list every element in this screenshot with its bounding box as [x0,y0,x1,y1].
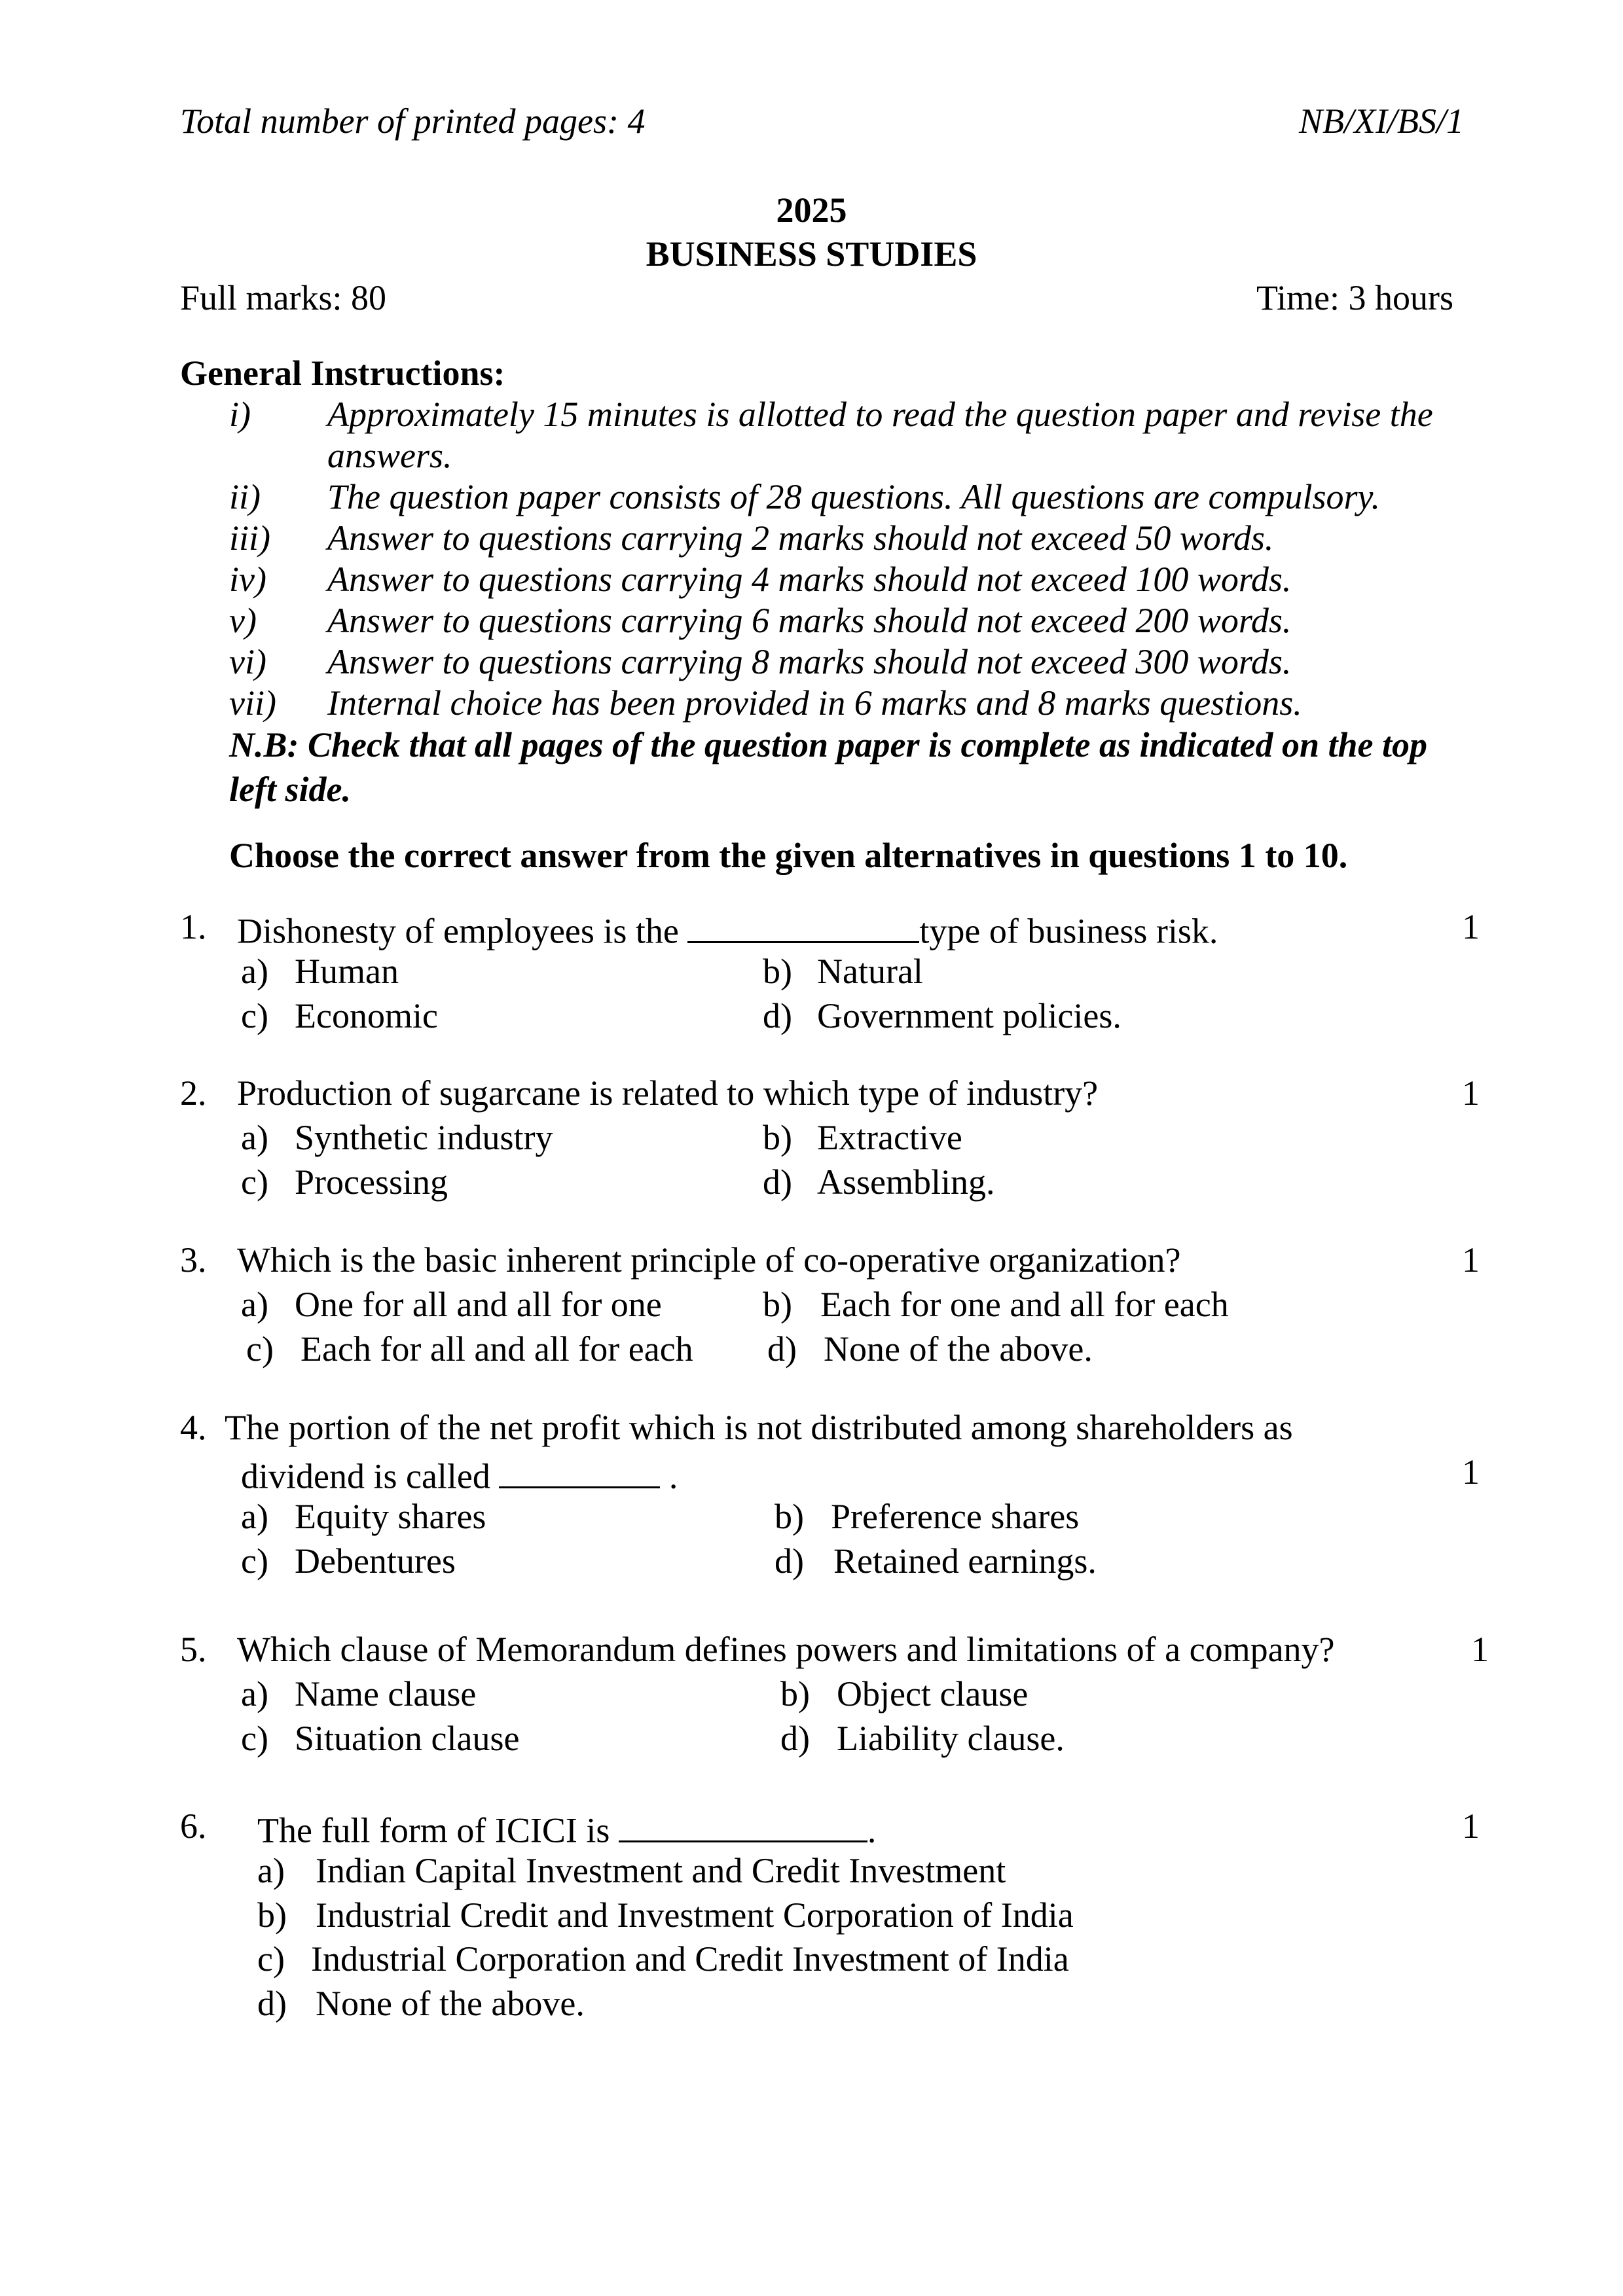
instruction-text: Answer to questions carrying 6 marks should not exceed 200 words. [327,601,1292,640]
option-text: Synthetic industry [295,1118,553,1157]
option-label: c) [246,1329,274,1369]
option-text: Object clause [837,1674,1029,1713]
option-text: Extractive [817,1118,962,1157]
section-instruction: Choose the correct answer from the given alternatives in questions 1 to 10. [229,836,1348,875]
instruction-number: v) [229,601,257,640]
option-label: d) [763,996,792,1035]
question-text: Production of sugarcane is related to which type of industry? [237,1073,1099,1113]
option-text: Human [295,952,399,991]
question-marks: 1 [1462,907,1480,946]
question-text: Which is the basic inherent principle of co-operative organization? [237,1240,1181,1280]
exam-time: Time: 3 hours [1256,278,1453,317]
instruction-number: i) [229,395,251,434]
question-marks: 1 [1462,1452,1480,1492]
option-text: Situation clause [295,1719,520,1758]
option-label: d) [780,1719,810,1758]
instructions-heading: General Instructions: [180,353,505,393]
option-text: Processing [295,1162,448,1202]
option-text: Preference shares [831,1497,1080,1536]
instruction-number: ii) [229,477,261,516]
option-text: Economic [295,996,438,1035]
option-text: None of the above. [824,1329,1093,1369]
option-label: b) [763,1118,792,1157]
question-text-continued: dividend is called . [241,1454,678,1494]
option-label: d) [257,1984,287,2023]
question-number: 6. [180,1806,207,1846]
option-label: c) [241,1541,268,1581]
question-number: 3. [180,1240,207,1280]
question-number: 2. [180,1073,207,1113]
nb-note-continued: left side. [229,770,351,809]
option-label: b) [763,952,792,991]
exam-year: 2025 [776,190,847,230]
instruction-number: vi) [229,642,266,681]
question-marks: 1 [1471,1630,1489,1669]
subject-title: BUSINESS STUDIES [646,234,977,274]
instruction-text: Answer to questions carrying 4 marks should not exceed 100 words. [327,560,1292,599]
instruction-number: iv) [229,560,266,599]
option-text: One for all and all for one [295,1285,662,1324]
option-label: d) [767,1329,797,1369]
instruction-number: vii) [229,683,276,723]
option-label: d) [763,1162,792,1202]
option-text: Equity shares [295,1497,486,1536]
instruction-text: Approximately 15 minutes is allotted to read the question paper and revise the [327,395,1433,434]
option-label: b) [257,1895,287,1935]
question-text: The portion of the net profit which is not distributed among shareholders as [225,1408,1293,1447]
option-text: Indian Capital Investment and Credit Investment [316,1851,1006,1890]
full-marks: Full marks: 80 [180,278,387,317]
option-text: Assembling. [817,1162,995,1202]
printed-pages-note: Total number of printed pages: 4 [180,101,646,141]
question-number: 5. [180,1630,207,1669]
question-text: The full form of ICICI is . [257,1808,876,1848]
option-text: Each for all and all for each [301,1329,693,1369]
option-text: Natural [817,952,923,991]
option-label: a) [241,952,268,991]
option-label: c) [241,1719,268,1758]
option-text: None of the above. [316,1984,585,2023]
option-text: Name clause [295,1674,477,1713]
option-label: b) [763,1285,792,1324]
nb-note: N.B: Check that all pages of the question paper is complete as indicated on the top [229,725,1427,764]
question-text: Which clause of Memorandum defines powers and limitations of a company? [237,1630,1335,1669]
option-text: Government policies. [817,996,1122,1035]
question-number: 1. [180,907,207,946]
option-text: Industrial Corporation and Credit Investment of India [311,1939,1069,1979]
answer-blank [619,1808,867,1842]
instruction-text: Answer to questions carrying 8 marks should not exceed 300 words. [327,642,1292,681]
question-marks: 1 [1462,1240,1480,1280]
paper-code: NB/XI/BS/1 [1299,101,1464,141]
option-label: d) [775,1541,804,1581]
option-label: a) [257,1851,285,1890]
option-label: a) [241,1497,268,1536]
option-label: a) [241,1285,268,1324]
instruction-text-continued: answers. [327,436,452,475]
instruction-text: Internal choice has been provided in 6 marks and 8 marks questions. [327,683,1302,723]
question-number: 4. [180,1408,207,1447]
instruction-text: The question paper consists of 28 questions. All questions are compulsory. [327,477,1380,516]
question-marks: 1 [1462,1806,1480,1846]
option-label: b) [775,1497,804,1536]
question-text: Dishonesty of employees is the type of business risk. [237,909,1218,949]
option-text: Each for one and all for each [820,1285,1229,1324]
option-text: Liability clause. [837,1719,1065,1758]
option-label: a) [241,1674,268,1713]
option-label: a) [241,1118,268,1157]
option-label: b) [780,1674,810,1713]
option-text: Industrial Credit and Investment Corporation of India [316,1895,1074,1935]
option-label: c) [257,1939,285,1979]
answer-blank [499,1454,660,1488]
answer-blank [687,909,919,943]
option-label: c) [241,1162,268,1202]
option-text: Debentures [295,1541,456,1581]
instruction-number: iii) [229,518,270,558]
option-text: Retained earnings. [833,1541,1097,1581]
option-label: c) [241,996,268,1035]
instruction-text: Answer to questions carrying 2 marks should not exceed 50 words. [327,518,1274,558]
question-marks: 1 [1462,1073,1480,1113]
